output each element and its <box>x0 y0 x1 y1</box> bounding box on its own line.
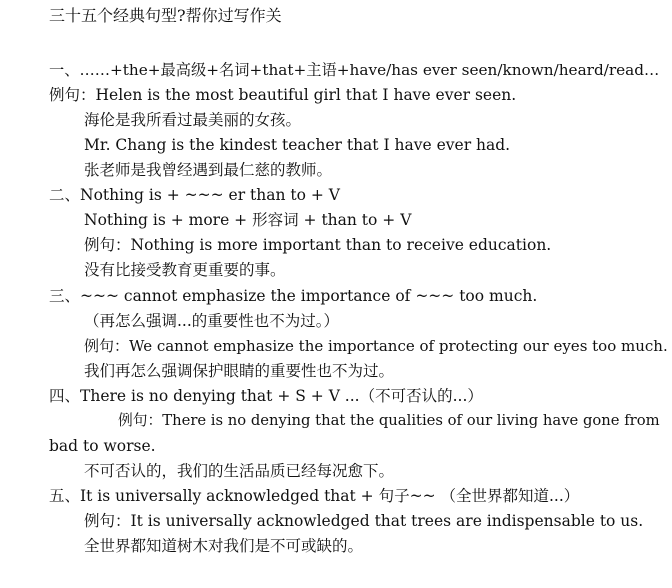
pattern-3-meaning: （再怎么强调...的重要性也不为过。） <box>84 312 340 330</box>
example-4-translation: 不可否认的，我们的生活品质已经每况愈下。 <box>84 462 395 480</box>
pattern-3-heading: 三、~~~ cannot emphasize the importance of ~~~ too much. <box>49 287 538 305</box>
example-4-continued: bad to worse. <box>49 437 156 455</box>
example-1-label: 例句：Helen is the most beautiful girl that I have ever seen. <box>49 86 517 104</box>
example-1-translation: 海伦是我所看过最美丽的女孩。 <box>84 111 302 129</box>
document-title: 三十五个经典句型?帮你过写作关 <box>49 6 282 25</box>
example-2: 例句：Nothing is more important than to receive education. <box>84 236 552 254</box>
pattern-5-heading: 五、It is universally acknowledged that + 句子~~ （全世界都知道...） <box>49 487 580 505</box>
example-1b-translation: 张老师是我曾经遇到最仁慈的教师。 <box>84 161 333 179</box>
pattern-2-variant: Nothing is + more + 形容词 + than to + V <box>84 211 412 229</box>
pattern-2-heading: 二、Nothing is + ~~~ er than to + V <box>49 186 341 204</box>
pattern-1-heading: 一、……+the+最高级+名词+that+主语+have/has ever seen/known/heard/read… <box>49 61 660 79</box>
example-3-translation: 我们再怎么强调保护眼睛的重要性也不为过。 <box>84 362 395 380</box>
example-4: 例句：There is no denying that the qualities of our living have gone from <box>118 412 660 429</box>
example-2-translation: 没有比接受教育更重要的事。 <box>84 261 286 279</box>
pattern-4-heading: 四、There is no denying that + S + V ...（不可否认的...） <box>49 387 483 405</box>
example-5-translation: 全世界都知道树木对我们是不可或缺的。 <box>84 537 364 555</box>
example-3: 例句：We cannot emphasize the importance of protecting our eyes too much. <box>84 337 668 355</box>
example-5: 例句：It is universally acknowledged that trees are indispensable to us. <box>84 512 644 530</box>
example-1b: Mr. Chang is the kindest teacher that I have ever had. <box>84 136 511 154</box>
